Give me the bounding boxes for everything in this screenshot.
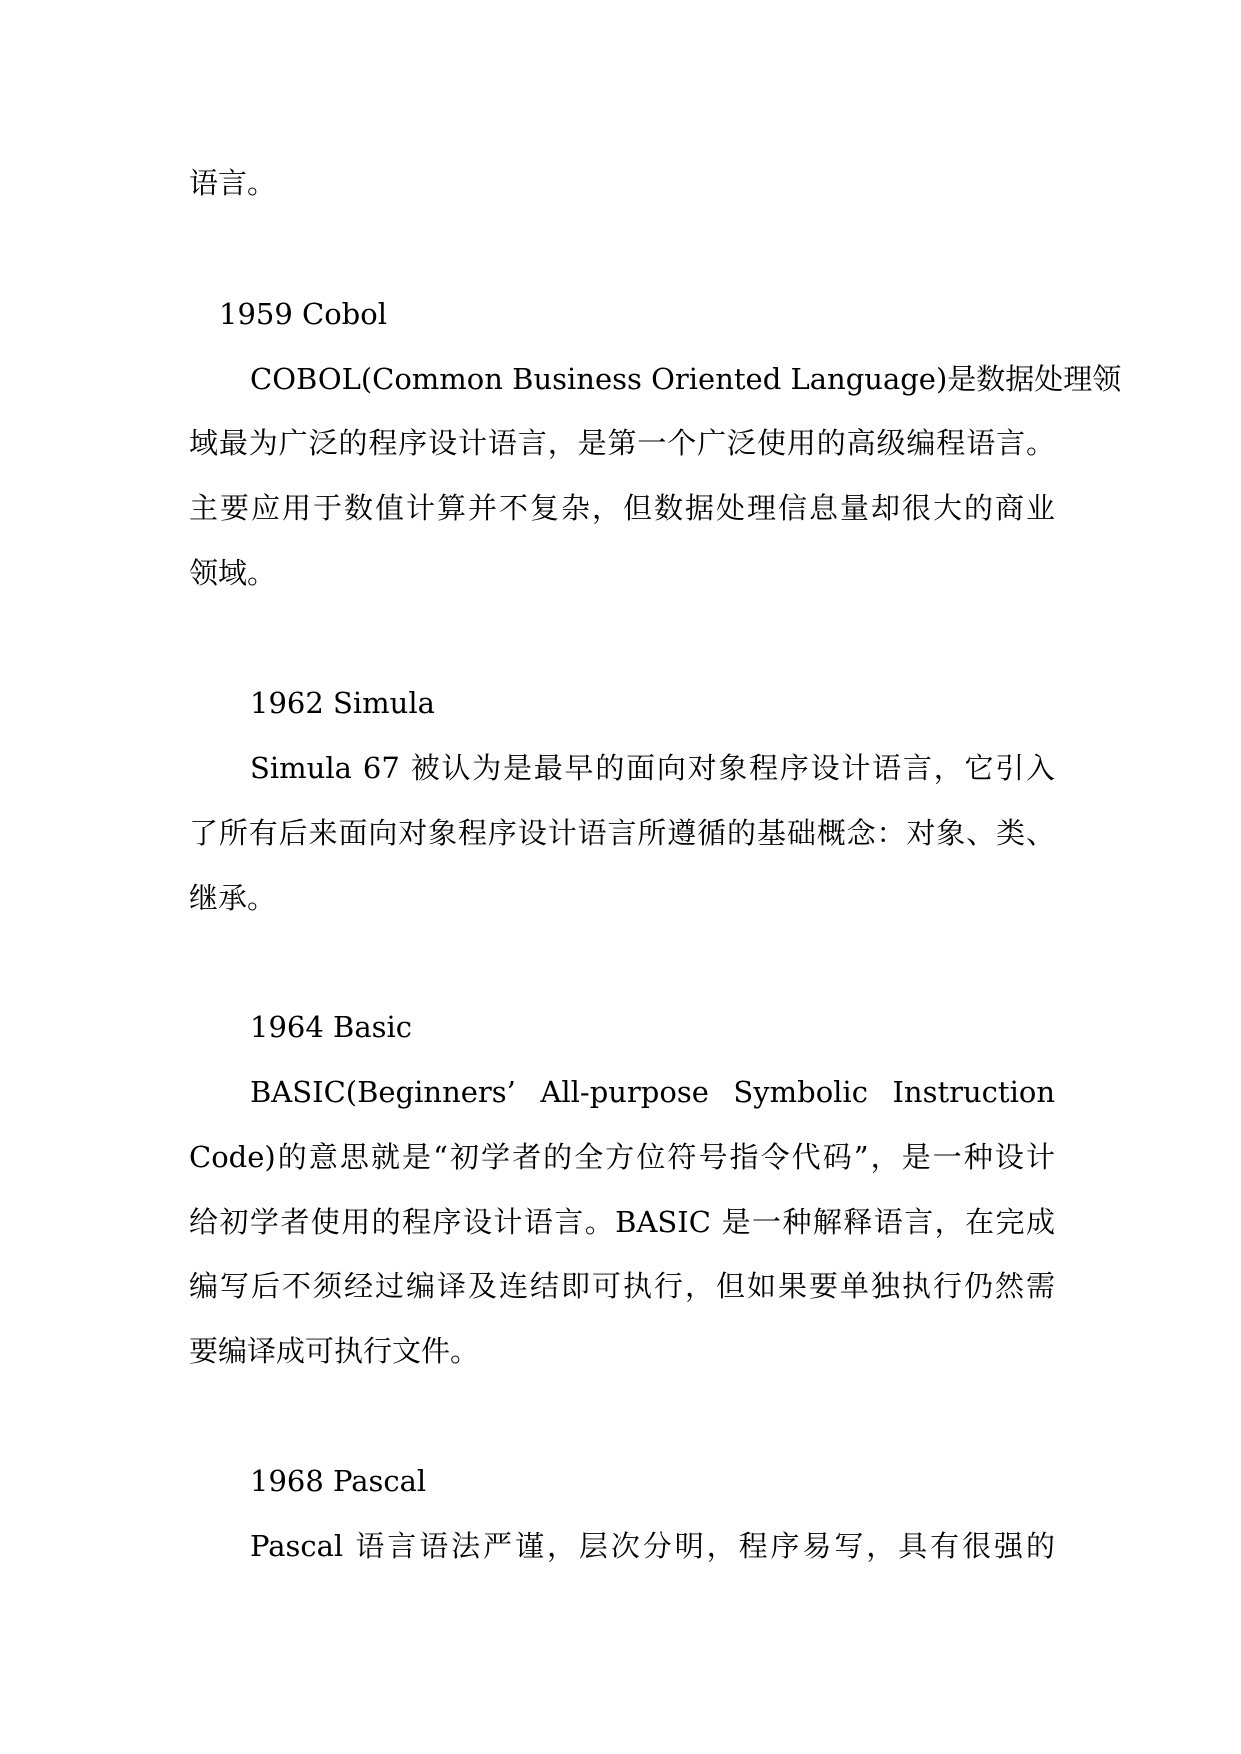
simula-paragraph-line: Simula 67 被认为是最早的面向对象程序设计语言，它引入 xyxy=(250,751,1055,785)
cobol-heading: 1959 Cobol xyxy=(219,297,387,331)
simula-paragraph-line: 继承。 xyxy=(189,881,277,915)
pascal-heading: 1968 Pascal xyxy=(250,1464,427,1498)
basic-paragraph-line: 要编译成可执行文件。 xyxy=(189,1334,480,1368)
basic-paragraph-line: Code)的意思就是“初学者的全方位符号指令代码”，是一种设计 xyxy=(189,1140,1055,1174)
simula-heading: 1962 Simula xyxy=(250,686,435,720)
cobol-paragraph-line: 主要应用于数值计算并不复杂，但数据处理信息量却很大的商业 xyxy=(189,491,1055,525)
cobol-paragraph-line: COBOL(Common Business Oriented Language)是数据处理领 xyxy=(250,362,1122,396)
basic-heading: 1964 Basic xyxy=(250,1010,413,1044)
simula-paragraph-line: 了所有后来面向对象程序设计语言所遵循的基础概念：对象、类、 xyxy=(189,816,1055,850)
basic-paragraph-line: BASIC(Beginners’ All-purpose Symbolic Instruction xyxy=(250,1075,1055,1109)
basic-paragraph-line: 给初学者使用的程序设计语言。BASIC 是一种解释语言，在完成 xyxy=(189,1205,1055,1239)
intro-tail-text: 语言。 xyxy=(189,166,277,200)
basic-paragraph-line: 编写后不须经过编译及连结即可执行，但如果要单独执行仍然需 xyxy=(189,1269,1055,1303)
pascal-paragraph-line: Pascal 语言语法严谨，层次分明，程序易写，具有很强的 xyxy=(250,1529,1055,1563)
cobol-paragraph-line: 领域。 xyxy=(189,556,277,590)
cobol-paragraph-line: 域最为广泛的程序设计语言，是第一个广泛使用的高级编程语言。 xyxy=(189,426,1055,460)
